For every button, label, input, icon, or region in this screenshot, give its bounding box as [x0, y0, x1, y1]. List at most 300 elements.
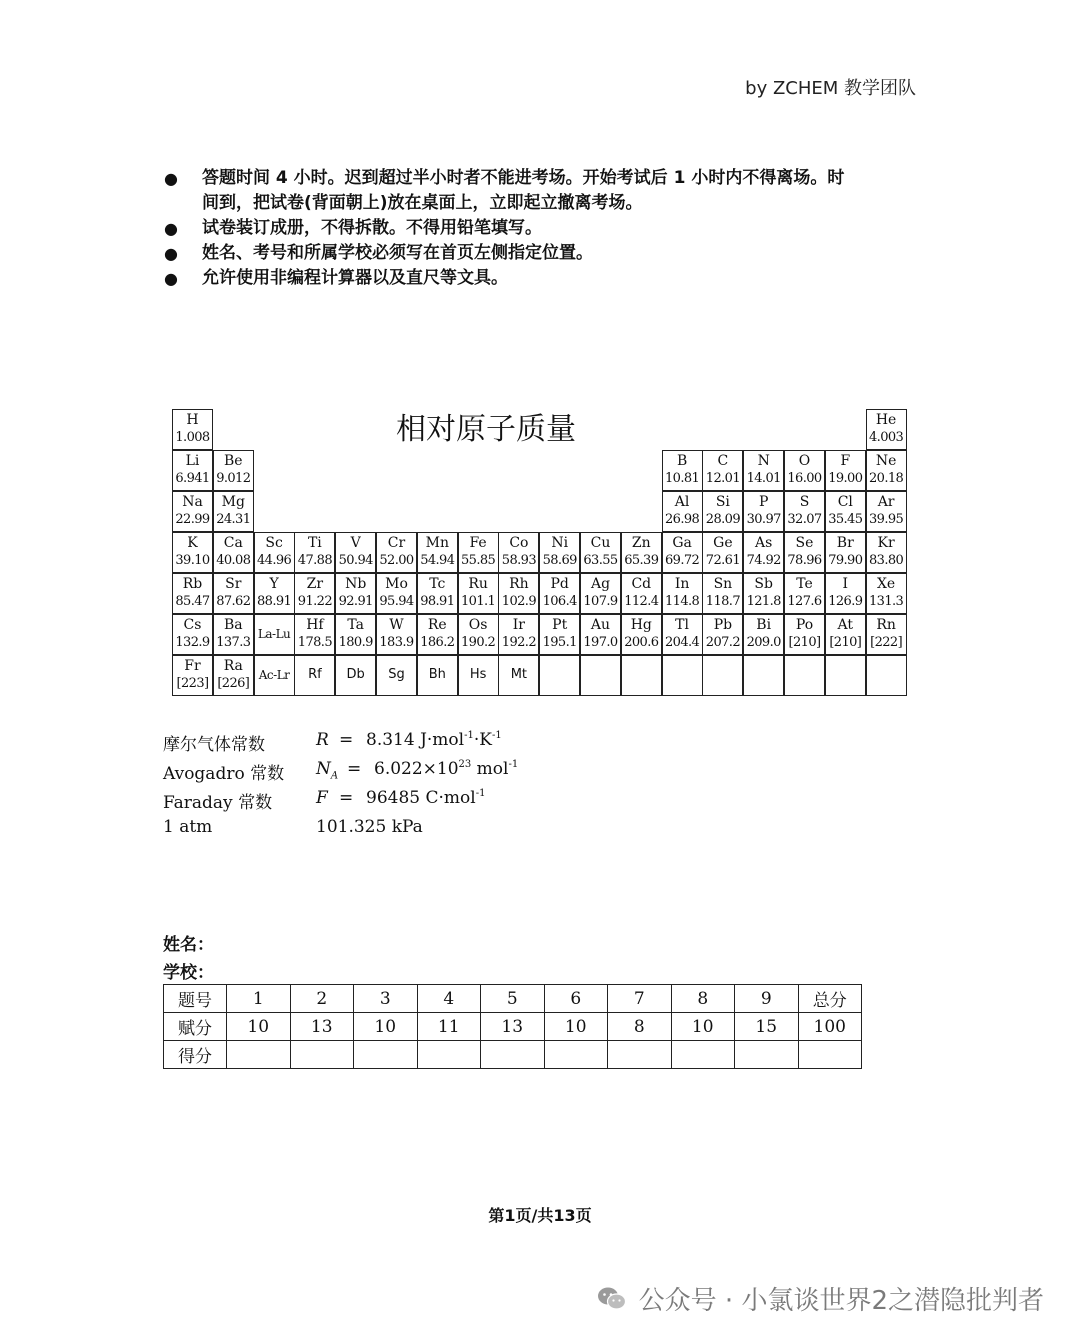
element-cell: [784, 491, 825, 532]
element-symbol: B: [676, 453, 688, 469]
element-mass: 91.22: [297, 594, 332, 609]
rule-text: 试卷装订成册，不得拆散。不得用铅笔填写。: [202, 218, 542, 238]
element-cell: [662, 655, 703, 696]
rule-item: [160, 216, 920, 241]
footer-brand-text: 公众号 · 小氯谈世界2之潜隐批判者: [638, 1286, 1044, 1316]
element-cell: [213, 614, 254, 655]
footer-brand: [597, 1280, 1044, 1317]
element-mass: 19.00: [828, 471, 863, 486]
element-mass: [210]: [788, 635, 821, 650]
element-cell: [254, 532, 295, 573]
rule-item: [160, 166, 920, 216]
element-mass: 58.93: [501, 553, 536, 568]
element-cell: [580, 573, 621, 614]
element-symbol: Ag: [590, 576, 611, 592]
element-symbol: Ba: [223, 617, 243, 633]
element-mass: 65.39: [624, 553, 659, 568]
score-cell: [417, 1041, 481, 1069]
element-symbol: Mt: [510, 667, 528, 682]
exam-rules-list: [160, 166, 920, 291]
element-cell: [866, 532, 907, 573]
element-cell: [539, 614, 580, 655]
element-cell: [213, 532, 254, 573]
score-cell: [290, 1041, 354, 1069]
constant-atm: [163, 817, 683, 846]
element-cell: [294, 532, 335, 573]
element-mass: 207.2: [705, 635, 740, 650]
constant-gas: [163, 730, 683, 759]
element-cell: [580, 614, 621, 655]
element-symbol: Se: [795, 535, 814, 551]
element-symbol: Ru: [468, 576, 488, 592]
element-symbol: Ca: [223, 535, 243, 551]
element-mass: 106.4: [542, 594, 577, 609]
element-symbol: Pb: [713, 617, 733, 633]
element-mass: 24.31: [216, 512, 251, 527]
element-cell: [172, 573, 213, 614]
element-symbol: Ar: [877, 494, 895, 510]
element-mass: 55.85: [460, 553, 496, 568]
element-cell: [743, 573, 784, 614]
constant-symbol: R: [316, 730, 329, 750]
element-cell: [417, 573, 458, 614]
element-cell: [458, 655, 499, 696]
points-cell: 15: [735, 1013, 799, 1041]
element-symbol: Ir: [512, 617, 525, 633]
element-symbol: He: [875, 412, 897, 428]
element-mass: 118.7: [705, 594, 740, 609]
element-symbol: Ac-Lr: [258, 668, 290, 682]
element-mass: 200.6: [624, 635, 659, 650]
element-cell: [254, 655, 295, 696]
element-symbol: Zr: [306, 576, 324, 592]
element-cell: [866, 491, 907, 532]
element-cell: [702, 450, 743, 491]
element-cell: [702, 655, 743, 696]
element-symbol: Be: [224, 453, 243, 469]
element-cell: [866, 614, 907, 655]
element-symbol: Pd: [550, 576, 569, 592]
rule-text: 姓名、考号和所属学校必须写在首页左侧指定位置。: [202, 243, 593, 263]
element-cell: [784, 450, 825, 491]
element-symbol: Os: [468, 617, 488, 633]
element-cell: [254, 614, 295, 655]
score-cell: [481, 1041, 545, 1069]
element-symbol: Rn: [876, 617, 896, 633]
element-symbol: Fr: [184, 658, 201, 674]
element-symbol: Si: [715, 494, 730, 510]
bullet-icon: ●: [164, 269, 178, 288]
element-cell: [743, 491, 784, 532]
element-mass: 95.94: [379, 594, 414, 609]
element-mass: 87.62: [216, 594, 251, 609]
total-header: 总分: [798, 985, 862, 1013]
element-cell: [213, 450, 254, 491]
element-cell: [172, 491, 213, 532]
element-cell: [743, 655, 784, 696]
element-symbol: Rb: [182, 576, 203, 592]
element-mass: 16.00: [787, 471, 822, 486]
element-symbol: Po: [795, 617, 814, 633]
element-symbol: Cl: [837, 494, 853, 510]
element-mass: 83.80: [868, 553, 904, 568]
constant-value: 101.325 kPa: [316, 817, 423, 837]
physical-constants: [163, 730, 683, 846]
element-symbol: Co: [509, 535, 529, 551]
element-mass: [222]: [870, 635, 903, 650]
rule-item: [160, 241, 920, 266]
element-cell: [825, 573, 866, 614]
bullet-icon: ●: [164, 219, 178, 238]
row-header: 题号: [164, 985, 227, 1013]
element-cell: [702, 491, 743, 532]
element-cell: [662, 573, 703, 614]
element-cell: [376, 655, 417, 696]
element-symbol: Db: [346, 667, 365, 682]
element-mass: 183.9: [379, 635, 414, 650]
element-symbol: Te: [796, 576, 813, 592]
element-mass: 54.94: [420, 553, 455, 568]
element-symbol: Sr: [225, 576, 242, 592]
element-mass: 10.81: [664, 471, 700, 486]
element-cell: [784, 573, 825, 614]
element-mass: 101.1: [460, 594, 496, 609]
element-mass: 4.003: [868, 430, 904, 445]
element-mass: 197.0: [583, 635, 618, 650]
rule-text: 允许使用非编程计算器以及直尺等文具。: [202, 268, 508, 288]
element-symbol: Ta: [347, 617, 364, 633]
element-cell: [417, 532, 458, 573]
element-cell: [458, 532, 499, 573]
element-cell: [294, 573, 335, 614]
element-cell: [784, 532, 825, 573]
points-total: 100: [798, 1013, 862, 1041]
element-cell: [702, 614, 743, 655]
element-symbol: Cu: [590, 535, 611, 551]
name-field-label: 姓名：: [163, 935, 214, 955]
element-symbol: Ti: [307, 535, 322, 551]
question-number: 9: [735, 985, 799, 1013]
periodic-table: [172, 409, 907, 695]
element-mass: 39.10: [175, 553, 210, 568]
element-mass: [226]: [217, 676, 250, 691]
element-cell: [213, 491, 254, 532]
points-cell: 10: [354, 1013, 418, 1041]
table-row-points: [164, 1013, 862, 1041]
element-symbol: Hs: [469, 667, 487, 682]
element-mass: 126.9: [828, 594, 863, 609]
element-mass: [210]: [829, 635, 862, 650]
element-symbol: Ra: [223, 658, 243, 674]
element-mass: 192.2: [501, 635, 536, 650]
element-cell: [376, 573, 417, 614]
constant-value: 96485 C·mol$^{-1}$: [366, 788, 486, 808]
element-symbol: Xe: [876, 576, 896, 592]
element-cell: [376, 532, 417, 573]
element-cell: [213, 655, 254, 696]
element-symbol: Hg: [630, 617, 652, 633]
element-mass: 40.08: [216, 553, 251, 568]
constant-avogadro: [163, 759, 683, 788]
element-mass: 78.96: [787, 553, 822, 568]
element-mass: 58.69: [542, 553, 577, 568]
element-mass: 190.2: [460, 635, 496, 650]
element-cell: [621, 655, 662, 696]
element-mass: 127.6: [787, 594, 822, 609]
element-mass: 35.45: [828, 512, 863, 527]
element-cell: [458, 573, 499, 614]
element-symbol: La-Lu: [257, 627, 291, 641]
bullet-icon: ●: [164, 169, 178, 188]
element-cell: [825, 532, 866, 573]
constant-symbol: $N_A$: [316, 759, 339, 782]
element-symbol: Sb: [754, 576, 773, 592]
element-symbol: P: [758, 494, 769, 510]
question-number: 4: [417, 985, 481, 1013]
element-mass: 69.72: [664, 553, 700, 568]
element-symbol: Bi: [756, 617, 772, 633]
equals-sign: =: [339, 730, 354, 750]
element-symbol: At: [837, 617, 854, 633]
element-mass: 79.90: [828, 553, 863, 568]
element-mass: 186.2: [420, 635, 455, 650]
element-cell: [498, 532, 539, 573]
element-cell: [498, 655, 539, 696]
element-cell: [580, 655, 621, 696]
constant-symbol: F: [316, 788, 328, 808]
score-cell: [798, 1041, 862, 1069]
element-cell: [539, 573, 580, 614]
element-symbol: W: [389, 617, 404, 633]
element-cell: [784, 655, 825, 696]
element-cell: [784, 614, 825, 655]
element-symbol: Nb: [345, 576, 367, 592]
row-header: 得分: [164, 1041, 227, 1069]
element-cell: [825, 614, 866, 655]
element-cell: [498, 573, 539, 614]
element-cell: [335, 655, 376, 696]
element-symbol: As: [755, 535, 773, 551]
element-cell: [662, 532, 703, 573]
element-cell: [417, 614, 458, 655]
element-symbol: Ga: [672, 535, 692, 551]
question-number: 3: [354, 985, 418, 1013]
element-cell: [254, 573, 295, 614]
element-cell: [458, 614, 499, 655]
score-cell: [227, 1041, 291, 1069]
element-mass: 132.9: [175, 635, 210, 650]
element-symbol: V: [350, 535, 361, 551]
element-mass: 92.91: [338, 594, 373, 609]
element-symbol: Bh: [428, 667, 446, 682]
constant-name: 1 atm: [163, 817, 213, 837]
element-mass: 39.95: [868, 512, 904, 527]
element-symbol: C: [717, 453, 729, 469]
points-cell: 10: [544, 1013, 608, 1041]
element-symbol: Mo: [385, 576, 408, 592]
element-mass: [223]: [176, 676, 209, 691]
element-symbol: S: [799, 494, 810, 510]
element-cell: [866, 655, 907, 696]
points-cell: 8: [608, 1013, 672, 1041]
element-symbol: Sg: [388, 667, 405, 682]
wechat-icon: [597, 1286, 627, 1312]
element-symbol: Mg: [221, 494, 245, 510]
constant-faraday: [163, 788, 683, 817]
element-cell: [866, 409, 907, 450]
score-table: [163, 984, 862, 1069]
element-cell: [825, 450, 866, 491]
element-mass: 107.9: [583, 594, 618, 609]
element-cell: [417, 655, 458, 696]
constant-name: 摩尔气体常数: [163, 735, 265, 755]
element-mass: 88.91: [256, 594, 292, 609]
points-cell: 13: [481, 1013, 545, 1041]
element-symbol: Kr: [877, 535, 895, 551]
element-symbol: N: [757, 453, 770, 469]
element-symbol: Rf: [308, 667, 322, 682]
element-cell: [172, 409, 213, 450]
element-symbol: O: [798, 453, 811, 469]
rule-item: [160, 266, 920, 291]
element-symbol: In: [674, 576, 690, 592]
element-cell: [172, 614, 213, 655]
score-cell: [735, 1041, 799, 1069]
element-cell: [539, 532, 580, 573]
element-cell: [662, 491, 703, 532]
element-cell: [172, 532, 213, 573]
question-number: 6: [544, 985, 608, 1013]
element-mass: 30.97: [746, 512, 781, 527]
element-mass: 52.00: [379, 553, 414, 568]
element-mass: 112.4: [624, 594, 659, 609]
element-symbol: Ne: [875, 453, 897, 469]
constant-name: Avogadro 常数: [163, 764, 285, 784]
page-number: 第1页/共13页: [488, 1206, 592, 1225]
element-cell: [539, 655, 580, 696]
element-symbol: F: [840, 453, 851, 469]
element-mass: 44.96: [256, 553, 292, 568]
element-cell: [743, 450, 784, 491]
points-cell: 10: [227, 1013, 291, 1041]
score-cell: [671, 1041, 735, 1069]
element-mass: 6.941: [175, 471, 210, 486]
equals-sign: =: [339, 788, 354, 808]
element-symbol: Na: [182, 494, 203, 510]
school-field-label: 学校：: [163, 963, 214, 983]
equals-sign: =: [347, 759, 362, 779]
element-mass: 26.98: [664, 512, 700, 527]
element-symbol: Cr: [387, 535, 406, 551]
element-cell: [376, 614, 417, 655]
element-symbol: Tl: [675, 617, 689, 633]
element-cell: [294, 655, 335, 696]
element-symbol: Re: [427, 617, 447, 633]
points-cell: 11: [417, 1013, 481, 1041]
element-cell: [621, 614, 662, 655]
element-mass: 209.0: [746, 635, 781, 650]
element-symbol: Cd: [631, 576, 652, 592]
element-cell: [621, 532, 662, 573]
element-mass: 28.09: [705, 512, 740, 527]
element-cell: [662, 614, 703, 655]
element-cell: [335, 614, 376, 655]
element-mass: 63.55: [583, 553, 618, 568]
constant-name: Faraday 常数: [163, 793, 273, 813]
element-mass: 131.3: [868, 594, 904, 609]
element-mass: 85.47: [175, 594, 210, 609]
element-mass: 98.91: [420, 594, 455, 609]
element-cell: [172, 450, 213, 491]
table-row-scores: [164, 1041, 862, 1069]
element-symbol: I: [842, 576, 849, 592]
points-cell: 10: [671, 1013, 735, 1041]
element-mass: 1.008: [175, 430, 210, 445]
element-cell: [825, 491, 866, 532]
bullet-icon: ●: [164, 244, 178, 263]
element-cell: [335, 573, 376, 614]
element-mass: 114.8: [664, 594, 700, 609]
element-cell: [213, 573, 254, 614]
element-mass: 22.99: [175, 512, 210, 527]
element-symbol: Mn: [425, 535, 449, 551]
element-symbol: Pt: [552, 617, 568, 633]
element-mass: 204.4: [664, 635, 700, 650]
element-cell: [335, 532, 376, 573]
element-cell: [866, 450, 907, 491]
question-number: 7: [608, 985, 672, 1013]
element-symbol: Fe: [469, 535, 487, 551]
element-mass: 14.01: [746, 471, 781, 486]
element-cell: [702, 573, 743, 614]
element-mass: 20.18: [868, 471, 904, 486]
element-mass: 32.07: [787, 512, 822, 527]
element-symbol: Hf: [306, 617, 324, 633]
element-cell: [621, 573, 662, 614]
element-mass: 50.94: [338, 553, 373, 568]
element-cell: [702, 532, 743, 573]
question-number: 2: [290, 985, 354, 1013]
element-cell: [825, 655, 866, 696]
element-mass: 180.9: [338, 635, 373, 650]
element-symbol: Sc: [265, 535, 283, 551]
element-symbol: Br: [836, 535, 854, 551]
question-number: 5: [481, 985, 545, 1013]
element-cell: [662, 450, 703, 491]
element-symbol: Cs: [183, 617, 202, 633]
score-cell: [354, 1041, 418, 1069]
table-row-question-numbers: [164, 985, 862, 1013]
question-number: 8: [671, 985, 735, 1013]
element-symbol: Sn: [713, 576, 733, 592]
element-cell: [743, 532, 784, 573]
element-cell: [743, 614, 784, 655]
element-symbol: Y: [269, 576, 279, 592]
constant-value: 8.314 $J\cdot mol^{-1}\cdot K^{-1}$: [366, 730, 502, 750]
constant-value: $6.022\times 10^{23}$ mol$^{-1}$: [374, 759, 519, 779]
element-mass: 9.012: [216, 471, 251, 486]
element-mass: 121.8: [746, 594, 781, 609]
rule-text-continued: 间到，把试卷(背面朝上)放在桌面上，立即起立撤离考场。: [202, 193, 643, 213]
element-cell: [172, 655, 213, 696]
points-cell: 13: [290, 1013, 354, 1041]
element-mass: 47.88: [297, 553, 332, 568]
score-cell: [608, 1041, 672, 1069]
element-symbol: Li: [185, 453, 200, 469]
element-cell: [498, 614, 539, 655]
header-credit: by ZCHEM 教学团队: [745, 78, 916, 99]
element-cell: [580, 532, 621, 573]
